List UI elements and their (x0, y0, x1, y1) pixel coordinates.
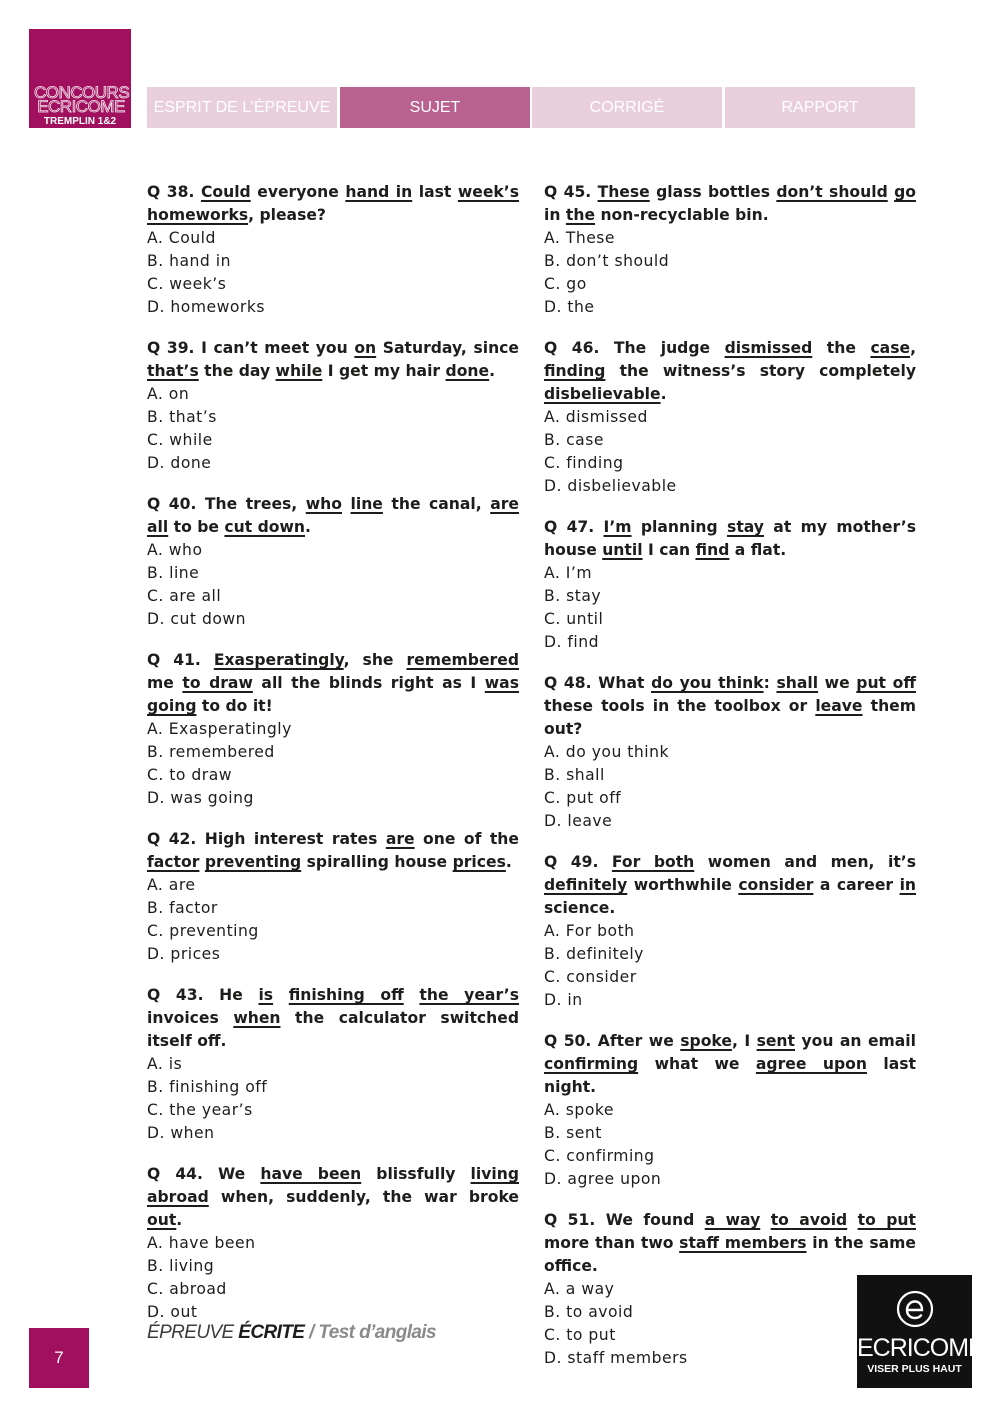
stem-segment: Saturday, since (376, 339, 519, 357)
stem-segment: what we (638, 1055, 756, 1073)
underlined-segment: consider (738, 876, 814, 894)
answer-option[interactable]: A. spoke (544, 1101, 614, 1119)
answer-option[interactable]: A. I’m (544, 564, 593, 582)
answer-option[interactable]: A. are (147, 876, 196, 894)
answer-option[interactable]: D. leave (544, 812, 613, 830)
underlined-segment: Exasperatingly (213, 651, 344, 669)
underlined-segment: do you think (651, 674, 764, 692)
underlined-segment: go (894, 183, 916, 201)
underlined-segment: sent (756, 1032, 795, 1050)
underlined-segment: when (233, 1009, 281, 1027)
stem-segment: a flat. (729, 541, 787, 559)
stem-segment: to be (168, 518, 225, 536)
answer-option[interactable]: B. hand in (147, 252, 232, 270)
stem-segment: spiralling house (301, 853, 453, 871)
question-48 (544, 672, 916, 833)
question-stem (544, 1030, 916, 1099)
questions-column-right (544, 181, 916, 1388)
stem-segment: Q 38. (147, 183, 201, 201)
stem-segment: when, suddenly, the war broke (208, 1188, 519, 1206)
stem-segment: . (505, 853, 512, 871)
stem-segment: women and men, it’s (694, 853, 916, 871)
stem-segment: these tools in the toolbox or (544, 697, 816, 715)
stem-segment: one of the (414, 830, 519, 848)
tab-esprit-epreuve[interactable]: ESPRIT DE L’ÉPREUVE (147, 87, 337, 128)
question-46 (544, 337, 916, 498)
logo-line-ecricome: ECRICOME (37, 97, 125, 116)
answer-option[interactable]: D. staff members (544, 1349, 688, 1367)
underlined-segment: homeworks (147, 206, 249, 224)
stem-segment: to do it! (196, 697, 273, 715)
answer-option[interactable]: D. when (147, 1124, 215, 1142)
stem-segment: Q 45. (544, 183, 598, 201)
underlined-segment: a way (704, 1211, 761, 1229)
stem-segment (760, 1211, 770, 1229)
stem-segment: the canal, (382, 495, 491, 513)
underlined-segment: find (695, 541, 730, 559)
underlined-segment: finishing off (288, 986, 404, 1004)
answer-option[interactable]: B. remembered (147, 743, 275, 761)
underlined-segment: case (870, 339, 911, 357)
underlined-segment: For both (611, 853, 695, 871)
answer-option[interactable]: D. in (544, 991, 583, 1009)
underlined-segment: have been (260, 1165, 362, 1183)
answer-option[interactable]: A. is (147, 1055, 183, 1073)
stem-segment: Q 42. High interest rates (147, 830, 386, 848)
answer-option[interactable]: B. definitely (544, 945, 644, 963)
underlined-segment: to draw (182, 674, 253, 692)
underlined-segment: staff members (679, 1234, 807, 1252)
underlined-segment: agree upon (755, 1055, 867, 1073)
answer-option[interactable]: B. shall (544, 766, 605, 784)
underlined-segment: the year’s (419, 986, 519, 1004)
answer-option[interactable]: B. don’t should (544, 252, 670, 270)
answer-option[interactable]: C. until (544, 610, 604, 628)
brand-tagline: VISER PLUS HAUT (867, 1363, 962, 1375)
stem-segment (273, 986, 289, 1004)
stem-segment (342, 495, 351, 513)
question-stem (544, 851, 916, 920)
underlined-segment: definitely (544, 876, 628, 894)
stem-segment: worthwhile (627, 876, 739, 894)
underlined-segment: shall (776, 674, 819, 692)
stem-segment: me (147, 674, 183, 692)
answer-option[interactable]: A. These (544, 229, 616, 247)
answer-option[interactable]: A. a way (544, 1280, 615, 1298)
stem-segment: Q 44. We (147, 1165, 261, 1183)
question-43 (147, 984, 519, 1145)
stem-segment: Q 39. I can’t meet you (147, 339, 355, 357)
underlined-segment: to put (857, 1211, 916, 1229)
tab-corrige[interactable]: CORRIGÉ (532, 87, 722, 128)
stem-segment: last (412, 183, 458, 201)
question-stem (147, 493, 519, 539)
stem-segment: in (544, 206, 566, 224)
question-stem (147, 649, 519, 718)
underlined-segment: These (597, 183, 650, 201)
stem-segment: planning (631, 518, 728, 536)
stem-segment: I can (642, 541, 696, 559)
question-39 (147, 337, 519, 475)
underlined-segment: until (602, 541, 643, 559)
footer-separator: / (304, 1322, 319, 1343)
question-stem (544, 337, 916, 406)
answer-option[interactable]: D. prices (147, 945, 221, 963)
underlined-segment: out (147, 1211, 177, 1229)
stem-segment: . (176, 1211, 183, 1229)
question-50 (544, 1030, 916, 1191)
question-47 (544, 516, 916, 654)
answer-option[interactable]: D. agree upon (544, 1170, 662, 1188)
underlined-segment: hand in (345, 183, 413, 201)
question-stem (544, 181, 916, 227)
answer-option[interactable]: D. the (544, 298, 595, 316)
answer-option[interactable]: D. disbelievable (544, 477, 677, 495)
tab-rapport[interactable]: RAPPORT (725, 87, 915, 128)
question-stem (544, 1209, 916, 1278)
question-42 (147, 828, 519, 966)
underlined-segment: put off (856, 674, 916, 692)
stem-segment: everyone (250, 183, 346, 201)
stem-segment: science. (544, 899, 616, 917)
underlined-segment: line (350, 495, 383, 513)
answer-option[interactable]: C. while (147, 431, 213, 449)
answer-option[interactable]: A. on (147, 385, 190, 403)
question-stem (544, 516, 916, 562)
stem-segment: a career (813, 876, 900, 894)
underlined-segment: Could (200, 183, 251, 201)
stem-segment: I get my hair (322, 362, 446, 380)
answer-option[interactable]: D. homeworks (147, 298, 265, 316)
question-stem (147, 984, 519, 1053)
stem-segment: blissfully (361, 1165, 471, 1183)
stem-segment: in the same office. (544, 1234, 916, 1275)
footer-ecrite: ÉCRITE (238, 1322, 305, 1343)
answer-option[interactable]: C. go (544, 275, 587, 293)
stem-segment: the calculator switched itself off. (147, 1009, 519, 1050)
underlined-segment: factor (147, 853, 200, 871)
stem-segment: Q 50. After we (544, 1032, 681, 1050)
ecricome-e-icon (895, 1289, 935, 1329)
stem-segment: the (812, 339, 871, 357)
brand-name: ECRICOME (857, 1334, 984, 1362)
underlined-segment: don’t should (776, 183, 888, 201)
answer-option[interactable]: C. confirming (544, 1147, 655, 1165)
stem-segment: Q 48. What (544, 674, 652, 692)
stem-segment: Q 43. He (147, 986, 259, 1004)
stem-segment: Q 40. The trees, (147, 495, 306, 513)
underlined-segment: I’m (603, 518, 632, 536)
answer-option[interactable]: D. find (544, 633, 600, 651)
answer-option[interactable]: C. to put (544, 1326, 616, 1344)
stem-segment: Q 46. The judge (544, 339, 725, 357)
underlined-segment: spoke (680, 1032, 732, 1050)
underlined-segment: who (305, 495, 342, 513)
question-45 (544, 181, 916, 319)
stem-segment: Q 41. (147, 651, 214, 669)
underlined-segment: week’s (457, 183, 519, 201)
underlined-segment: living (470, 1165, 520, 1183)
answer-option[interactable]: B. finishing off (147, 1078, 268, 1096)
answer-option[interactable]: B. factor (147, 899, 218, 917)
answer-option[interactable]: A. do you think (544, 743, 670, 761)
ecricome-brand-logo (857, 1275, 984, 1388)
section-tabs (147, 87, 915, 128)
stem-segment: . (305, 518, 311, 536)
question-stem (147, 828, 519, 874)
stem-segment: we (818, 674, 857, 692)
questions-column-left (147, 181, 519, 1342)
question-44 (147, 1163, 519, 1324)
stem-segment: glass bottles (649, 183, 777, 201)
stem-segment: at my mother’s house (544, 518, 916, 559)
question-stem (147, 181, 519, 227)
answer-option[interactable]: C. the year’s (147, 1101, 253, 1119)
underlined-segment: to avoid (770, 1211, 848, 1229)
footer-subject: Test d’anglais (318, 1322, 437, 1343)
stem-segment: more than two (544, 1234, 680, 1252)
underlined-segment: that’s (147, 362, 199, 380)
question-stem (544, 672, 916, 741)
footer-title (147, 1322, 436, 1344)
stem-segment: last night. (544, 1055, 916, 1096)
stem-segment (847, 1211, 857, 1229)
underlined-segment: preventing (204, 853, 302, 871)
answer-option[interactable]: C. put off (544, 789, 622, 807)
stem-segment: non-recyclable bin. (595, 206, 769, 224)
underlined-segment: remembered (406, 651, 519, 669)
stem-segment: , she (343, 651, 407, 669)
underlined-segment: cut down (224, 518, 306, 536)
answer-option[interactable]: D. out (147, 1303, 198, 1321)
underlined-segment: leave (815, 697, 863, 715)
answer-option[interactable]: B. living (147, 1257, 215, 1275)
stem-segment: , (910, 339, 916, 357)
answer-option[interactable]: B. to avoid (544, 1303, 634, 1321)
question-stem (147, 337, 519, 383)
question-stem (147, 1163, 519, 1232)
logo-line-concours: CONCOURS (34, 83, 130, 102)
answer-option[interactable]: A. For both (544, 922, 635, 940)
answer-option[interactable]: A. dismissed (544, 408, 648, 426)
answer-option[interactable]: A. who (147, 541, 203, 559)
underlined-segment: confirming (544, 1055, 639, 1073)
stem-segment: all the blinds right as I (252, 674, 485, 692)
stem-segment: the day (198, 362, 276, 380)
answer-option[interactable]: B. sent (544, 1124, 602, 1142)
stem-segment: Q 51. We found (544, 1211, 705, 1229)
underlined-segment: was going (147, 674, 519, 715)
underlined-segment: dismissed (724, 339, 813, 357)
underlined-segment: prices (452, 853, 506, 871)
underlined-segment: finding (544, 362, 606, 380)
answer-option[interactable]: C. are all (147, 587, 222, 605)
stem-segment: : (763, 674, 777, 692)
stem-segment: them out? (544, 697, 916, 738)
answer-option[interactable]: D. was going (147, 789, 254, 807)
stem-segment (404, 986, 420, 1004)
answer-option[interactable]: B. line (147, 564, 200, 582)
underlined-segment: the (565, 206, 596, 224)
tab-sujet[interactable]: SUJET (340, 87, 530, 128)
underlined-segment: are all (147, 495, 519, 536)
answer-option[interactable]: B. that’s (147, 408, 217, 426)
stem-segment: . (660, 385, 667, 403)
answer-option[interactable]: C. to draw (147, 766, 233, 784)
question-40 (147, 493, 519, 631)
page-number: 7 (29, 1328, 89, 1388)
underlined-segment: disbelievable (544, 385, 661, 403)
stem-segment: , please? (248, 206, 326, 224)
answer-option[interactable]: C. preventing (147, 922, 259, 940)
underlined-segment: is (258, 986, 274, 1004)
concours-logo (29, 29, 131, 128)
answer-option[interactable]: C. finding (544, 454, 624, 472)
question-49 (544, 851, 916, 1012)
stem-segment: . (489, 362, 496, 380)
answer-option[interactable]: C. consider (544, 968, 637, 986)
underlined-segment: stay (727, 518, 764, 536)
answer-option[interactable]: A. Could (147, 229, 216, 247)
answer-option[interactable]: D. cut down (147, 610, 247, 628)
logo-line-tremplin: TREMPLIN 1&2 (43, 116, 117, 127)
answer-option[interactable]: A. Exasperatingly (147, 720, 292, 738)
stem-segment: the witness’s story completely (605, 362, 916, 380)
question-38 (147, 181, 519, 319)
stem-segment: Q 49. (544, 853, 612, 871)
question-41 (147, 649, 519, 810)
answer-option[interactable]: B. case (544, 431, 604, 449)
underlined-segment: on (354, 339, 377, 357)
stem-segment: Q 47. (544, 518, 604, 536)
footer-epreuve: ÉPREUVE (147, 1322, 239, 1343)
underlined-segment: while (275, 362, 323, 380)
stem-segment: , I (731, 1032, 757, 1050)
underlined-segment: are (385, 830, 415, 848)
answer-option[interactable]: B. stay (544, 587, 602, 605)
underlined-segment: in (899, 876, 917, 894)
stem-segment: invoices (147, 1009, 234, 1027)
underlined-segment: done (445, 362, 490, 380)
stem-segment: you an email (795, 1032, 916, 1050)
answer-option[interactable]: A. have been (147, 1234, 256, 1252)
answer-option[interactable]: C. week’s (147, 275, 227, 293)
underlined-segment: abroad (147, 1188, 209, 1206)
answer-option[interactable]: D. done (147, 454, 212, 472)
answer-option[interactable]: C. abroad (147, 1280, 227, 1298)
